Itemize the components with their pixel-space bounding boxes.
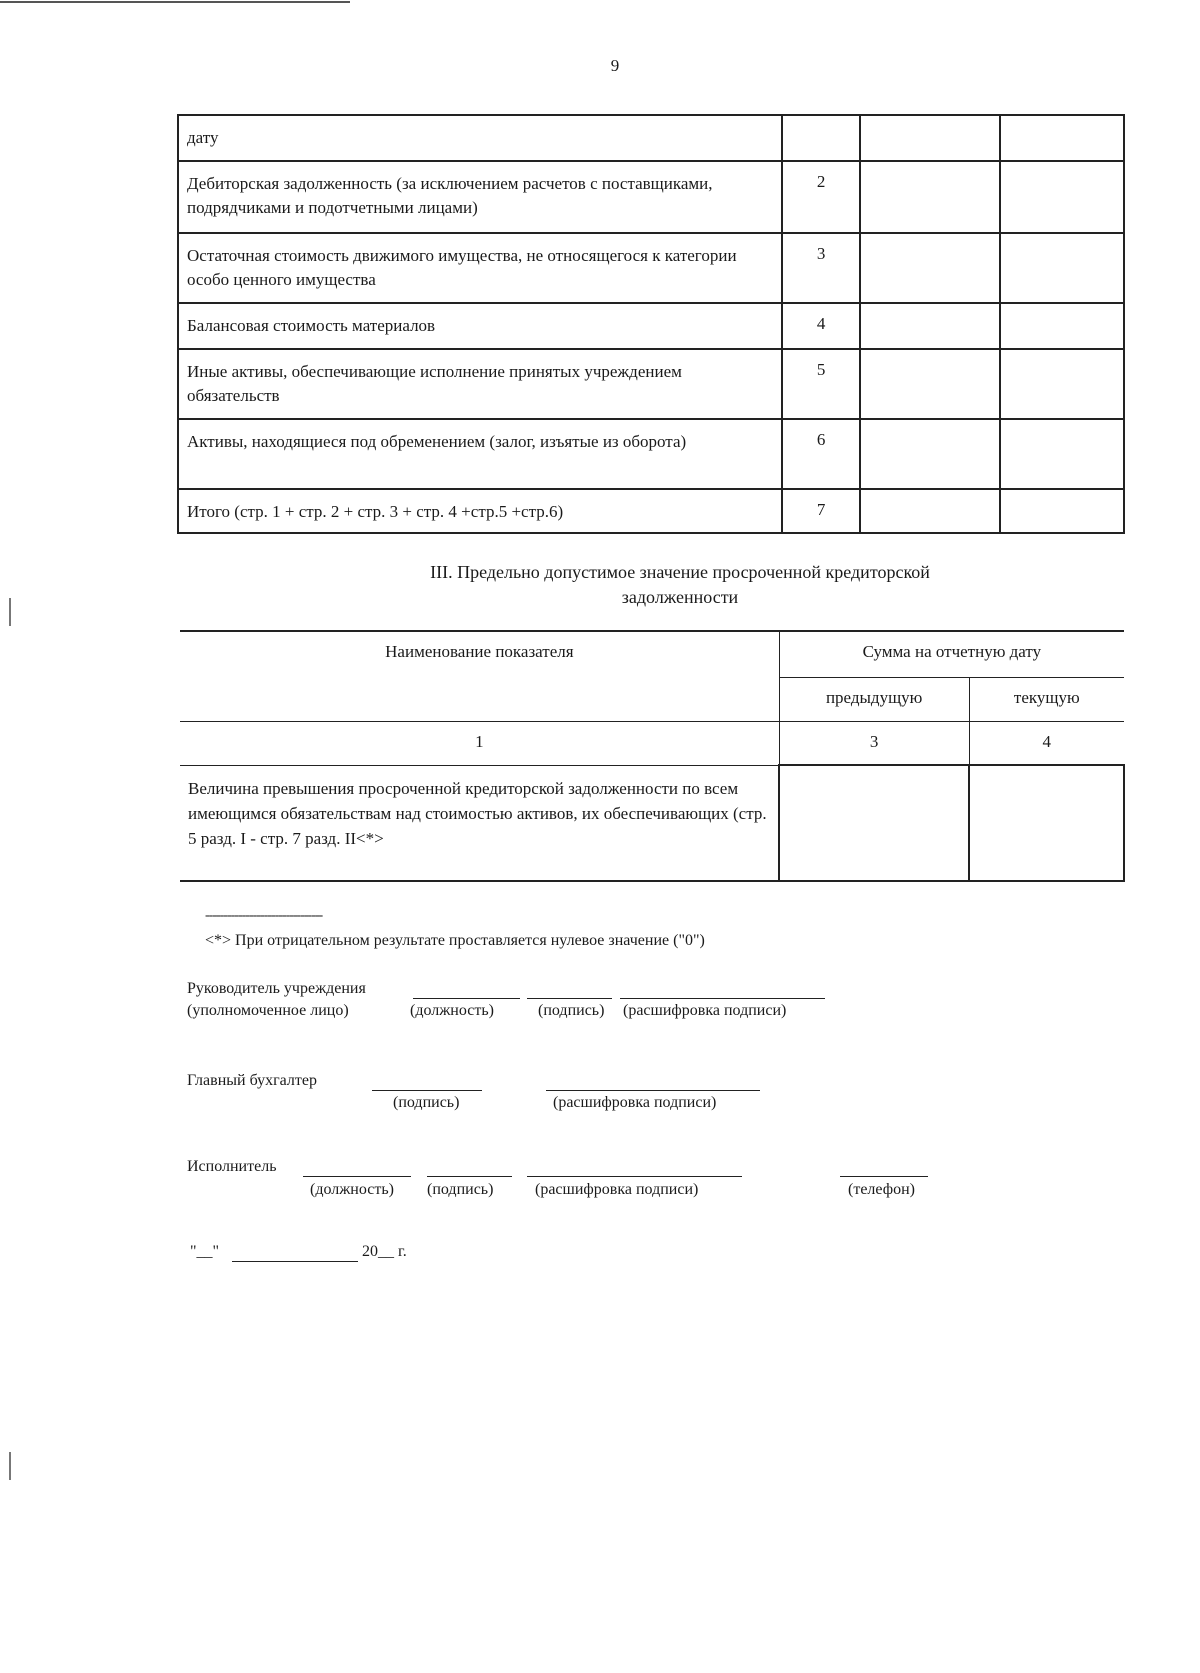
head-name-line bbox=[620, 998, 825, 999]
value-cell bbox=[1000, 489, 1124, 533]
value-cell bbox=[860, 115, 999, 161]
page-number: 9 bbox=[610, 56, 620, 75]
row-label: Активы, находящиеся под обременением (залог, изъятые из оборота) bbox=[178, 419, 782, 489]
row-label: Дебиторская задолженность (за исключением расчетов с поставщиками, подрядчиками и подотчетными лицами) bbox=[178, 161, 782, 233]
executor-position-line bbox=[303, 1176, 411, 1177]
column-number: 4 bbox=[969, 721, 1124, 765]
footnote-text: <*> При отрицательном результате проставляется нулевое значение ("0") bbox=[205, 932, 705, 949]
section-title bbox=[300, 560, 1060, 610]
value-cell bbox=[860, 489, 999, 533]
header-previous: предыдущую bbox=[779, 677, 969, 721]
head-sub-name: (расшифровка подписи) bbox=[623, 1002, 787, 1019]
row-code bbox=[782, 115, 861, 161]
head-sub-signature: (подпись) bbox=[538, 1002, 605, 1019]
row-code: 4 bbox=[782, 303, 861, 349]
head-signature-line bbox=[527, 998, 612, 999]
value-cell bbox=[1000, 233, 1124, 303]
row-label: Величина превышения просроченной кредиторской задолженности по всем имеющимся обязательствам над стоимостью активов, их обеспечивающих (стр. 5 разд. I - стр. 7 разд. II<*> bbox=[180, 765, 779, 881]
value-cell bbox=[860, 349, 999, 419]
value-cell bbox=[1000, 419, 1124, 489]
column-number: 1 bbox=[180, 721, 779, 765]
value-cell-current bbox=[969, 765, 1124, 881]
chief-sub-name: (расшифровка подписи) bbox=[553, 1094, 717, 1111]
row-label: Иные активы, обеспечивающие исполнение принятых учреждением обязательств bbox=[178, 349, 782, 419]
executor-sub-name: (расшифровка подписи) bbox=[535, 1181, 699, 1198]
executor-label: Исполнитель bbox=[187, 1158, 277, 1175]
executor-sub-phone: (телефон) bbox=[848, 1181, 915, 1198]
table-row-total bbox=[178, 489, 1124, 533]
executor-name-line bbox=[527, 1176, 742, 1177]
header-indicator-name: Наименование показателя bbox=[180, 631, 779, 721]
executor-phone-line bbox=[840, 1176, 928, 1177]
header-current: текущую bbox=[969, 677, 1124, 721]
row-label: Итого (стр. 1 + стр. 2 + стр. 3 + стр. 4 +стр.5 +стр.6) bbox=[178, 489, 782, 533]
table-header-row bbox=[180, 631, 1124, 677]
row-code: 3 bbox=[782, 233, 861, 303]
value-cell bbox=[860, 419, 999, 489]
date-month-line bbox=[232, 1261, 358, 1262]
row-code: 6 bbox=[782, 419, 861, 489]
row-code: 7 bbox=[782, 489, 861, 533]
date-day: "__" bbox=[190, 1243, 220, 1260]
head-position-line bbox=[413, 998, 520, 999]
value-cell bbox=[860, 233, 999, 303]
row-code: 2 bbox=[782, 161, 861, 233]
date-year: 20__ г. bbox=[362, 1243, 407, 1260]
table-row bbox=[178, 233, 1124, 303]
assets-table bbox=[177, 114, 1125, 534]
scan-mark bbox=[9, 1452, 11, 1480]
executor-signature-line bbox=[427, 1176, 512, 1177]
table-row bbox=[178, 115, 1124, 161]
section-title-line: задолженности bbox=[621, 587, 739, 607]
head-sub-position: (должность) bbox=[410, 1002, 494, 1019]
value-cell bbox=[1000, 115, 1124, 161]
head-label: Руководитель учреждения bbox=[187, 980, 366, 997]
table-row bbox=[178, 161, 1124, 233]
row-label: Балансовая стоимость материалов bbox=[178, 303, 782, 349]
executor-sub-signature: (подпись) bbox=[427, 1181, 494, 1198]
executor-sub-position: (должность) bbox=[310, 1181, 394, 1198]
chief-name-line bbox=[546, 1090, 760, 1091]
value-cell bbox=[1000, 349, 1124, 419]
value-cell-previous bbox=[779, 765, 969, 881]
value-cell bbox=[1000, 161, 1124, 233]
scan-edge-line bbox=[0, 1, 350, 3]
chief-sub-signature: (подпись) bbox=[393, 1094, 460, 1111]
row-label: Остаточная стоимость движимого имущества, не относящегося к категории особо ценного имущества bbox=[178, 233, 782, 303]
scan-mark bbox=[9, 598, 11, 626]
row-code: 5 bbox=[782, 349, 861, 419]
row-label: дату bbox=[178, 115, 782, 161]
chief-signature-line bbox=[372, 1090, 482, 1091]
chief-accountant-label: Главный бухгалтер bbox=[187, 1072, 317, 1089]
value-cell bbox=[860, 303, 999, 349]
overdue-limit-table bbox=[180, 630, 1125, 882]
table-row bbox=[178, 419, 1124, 489]
section-title-line: III. Предельно допустимое значение просроченной кредиторской bbox=[430, 562, 930, 582]
footnote-separator: -------------------------------- bbox=[205, 908, 323, 923]
value-cell bbox=[860, 161, 999, 233]
head-sub-authorized: (уполномоченное лицо) bbox=[187, 1002, 349, 1019]
table-row bbox=[178, 349, 1124, 419]
value-cell bbox=[1000, 303, 1124, 349]
header-sum-on-date: Сумма на отчетную дату bbox=[779, 631, 1124, 677]
table-row bbox=[180, 765, 1124, 881]
column-number: 3 bbox=[779, 721, 969, 765]
column-number-row bbox=[180, 721, 1124, 765]
table-row bbox=[178, 303, 1124, 349]
